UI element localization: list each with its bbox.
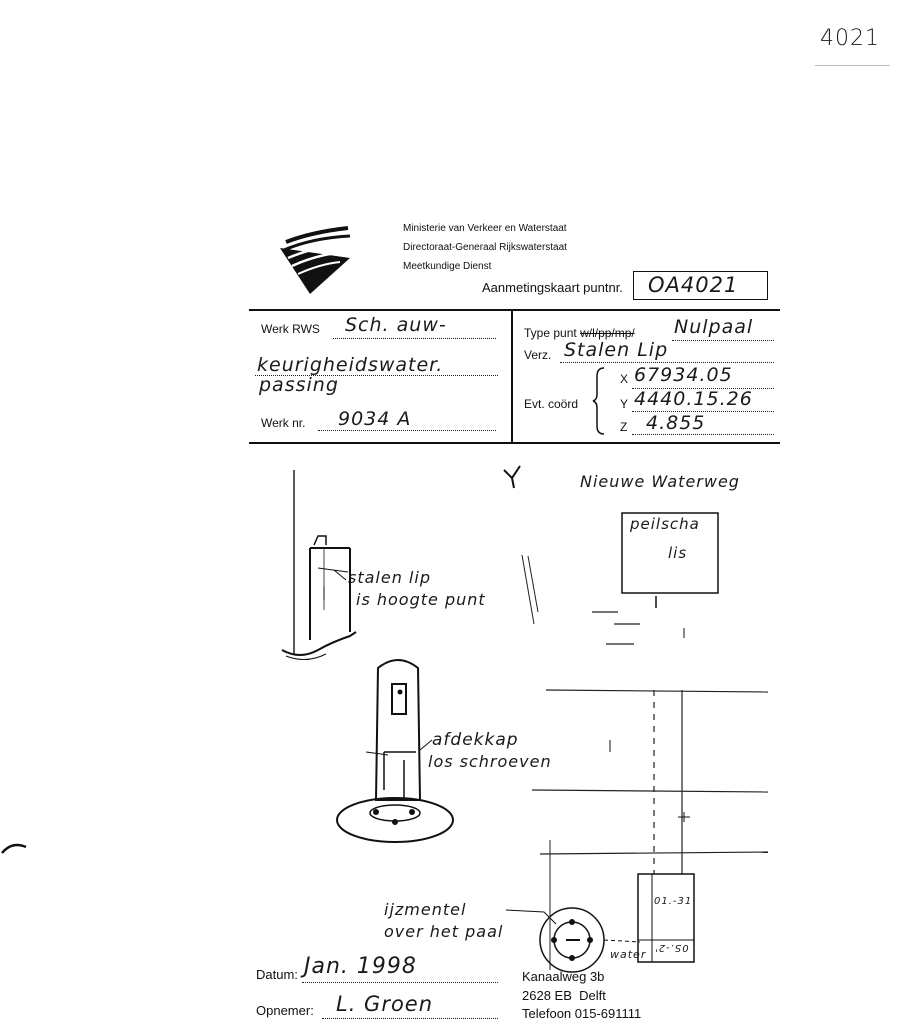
datum-label: Datum: — [256, 967, 298, 982]
type-punt-label-text: Type punt — [524, 326, 577, 340]
lip-note-2: is hoogte punt — [356, 590, 486, 609]
werk-rws-value: Sch. auw- — [345, 314, 447, 336]
verz-label: Verz. — [524, 348, 552, 362]
cap-note-2: los schroeven — [428, 752, 552, 771]
steel-lip-post — [310, 548, 350, 640]
datum-line — [302, 954, 498, 983]
peilschaal-label-2: lis — [668, 544, 688, 562]
y-label: Y — [620, 397, 629, 411]
waterway-label: Nieuwe Waterweg — [580, 472, 740, 491]
scale-mark-1: 01.-31 — [654, 896, 693, 907]
address-line-3: Telefoon 015-691111 — [522, 1006, 642, 1021]
opnemer-label: Opnemer: — [256, 1003, 314, 1018]
werk-rws-value-2: keurigheidswater. — [257, 354, 444, 376]
service-name: Meetkundige Dienst — [403, 261, 492, 272]
opnemer-line — [322, 992, 498, 1019]
cap-note-1: afdekkap — [432, 730, 519, 750]
card-label: Aanmetingskaart puntnr. — [482, 280, 623, 295]
werk-rws-label: Werk RWS — [261, 322, 320, 336]
x-label: X — [620, 372, 629, 386]
corner-number: 4021 — [820, 26, 880, 51]
verz-value: Stalen Lip — [564, 339, 669, 361]
type-punt-value: Nulpaal — [674, 316, 754, 338]
mantle-note-1: ijzmentel — [384, 900, 467, 919]
lip-note-1: stalen lip — [348, 568, 431, 587]
peilschaal-label-1: peilscha — [630, 515, 700, 533]
mantle-note-2: over het paal — [384, 922, 504, 941]
scale-mark-2: 0S.-2' — [654, 942, 689, 953]
z-label: Z — [620, 420, 628, 434]
address-line-2: 2628 EB Delft — [522, 988, 606, 1003]
directorate-name: Directoraat-Generaal Rijkswaterstaat — [403, 242, 567, 253]
werk-rws-value-3: passing — [259, 374, 339, 396]
z-value: 4.855 — [646, 412, 706, 434]
werk-nr-label: Werk nr. — [261, 416, 306, 430]
y-value: 4440.15.26 — [634, 388, 753, 410]
x-value: 67934.05 — [634, 364, 733, 386]
card-number: OA4021 — [648, 273, 739, 297]
ministry-name: Ministerie van Verkeer en Waterstaat — [403, 223, 567, 234]
datum-value: Jan. 1998 — [304, 954, 417, 979]
evt-coord-label: Evt. coörd — [524, 397, 579, 411]
water-note: water — [610, 948, 647, 961]
capped-post — [376, 660, 420, 800]
type-punt-struck-options: w/l/pp/mp/ — [580, 326, 635, 340]
werk-nr-value: 9034 A — [338, 408, 412, 430]
opnemer-value: L. Groen — [336, 992, 434, 1016]
address-line-1: Kanaalweg 3b — [522, 969, 605, 984]
